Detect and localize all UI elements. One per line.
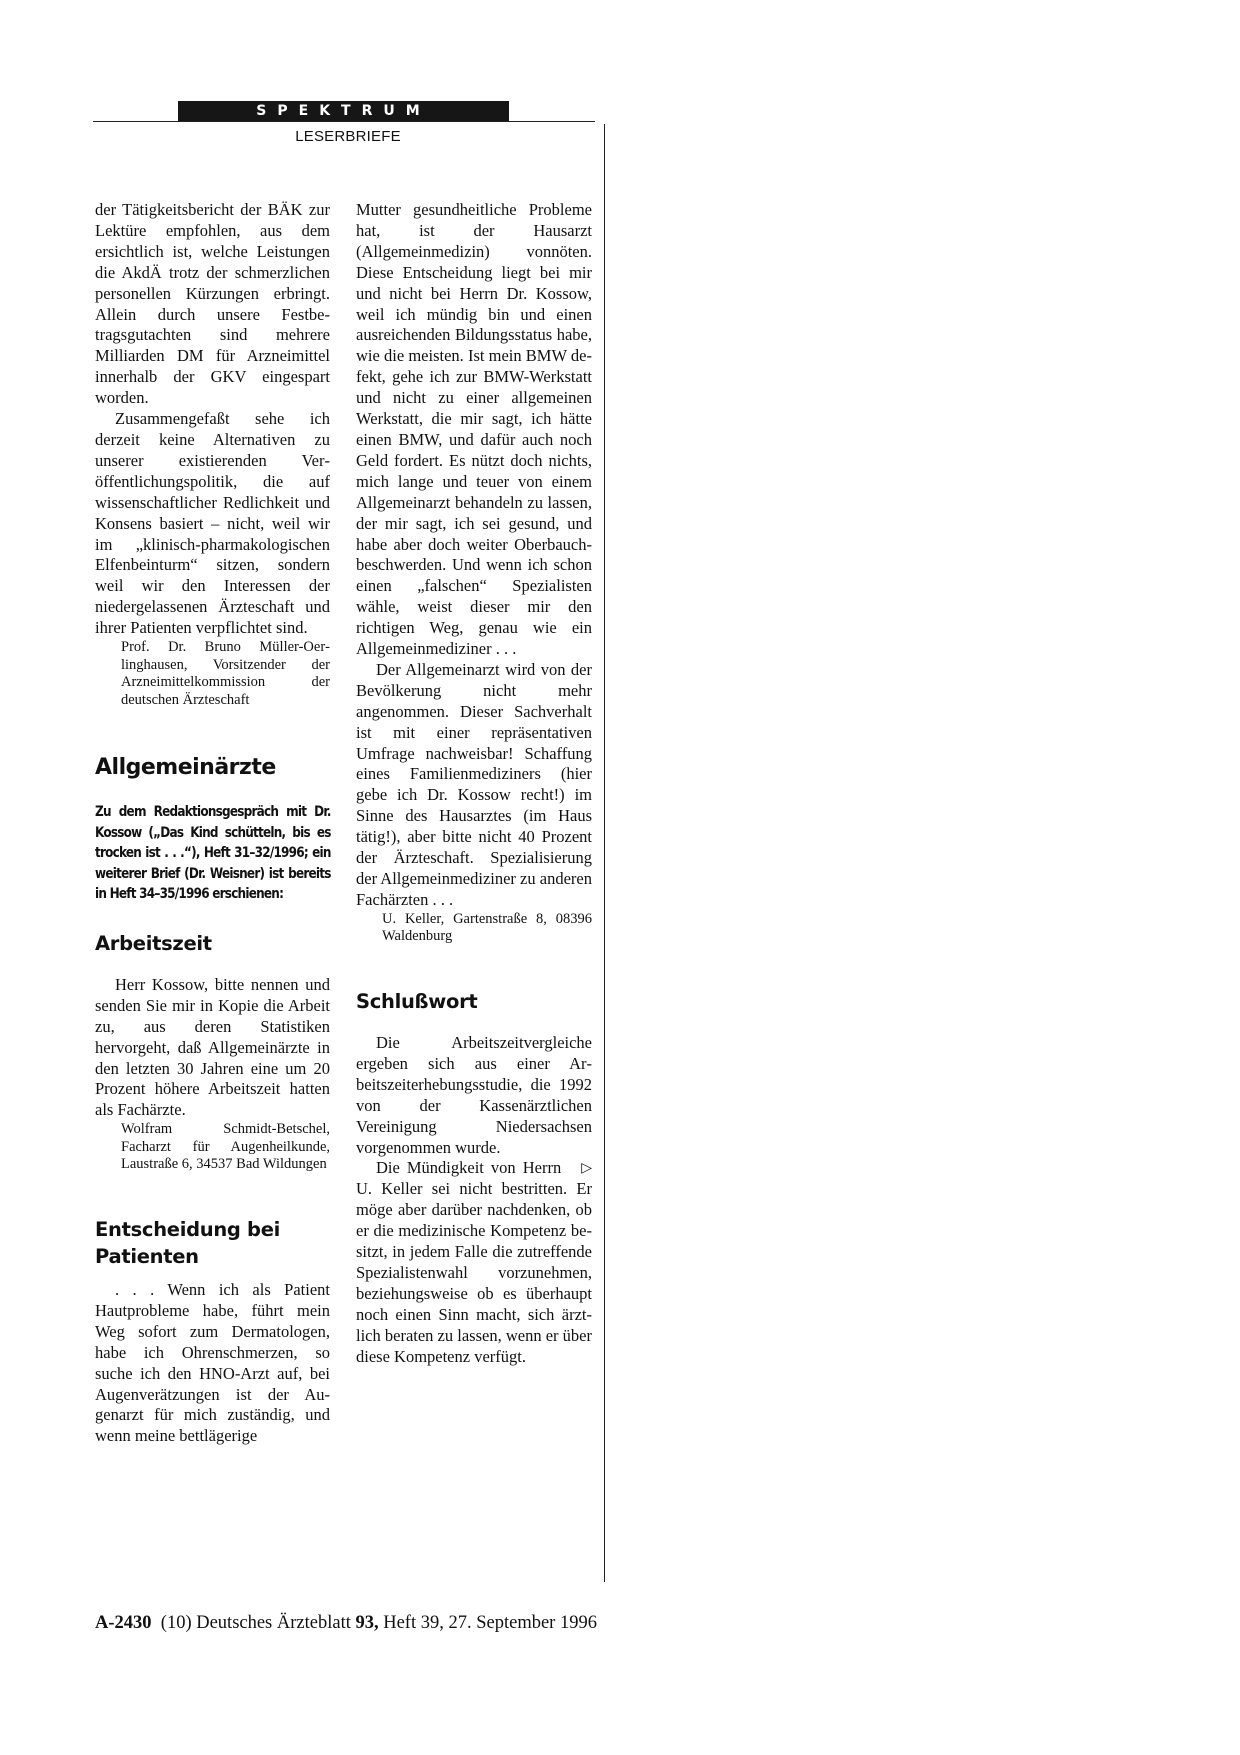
letter-paragraph: . . . Wenn ich als Patient Hautprobleme habe, führt mein Weg sofort zum Dermatologen, habe ich Ohrenschmerzen, so suche ich den HNO-Arzt auf, bei Augenverätzungen ist der Augenarzt für mich zuständig, und wenn meine bettlägerige (95, 1280, 330, 1446)
letter-paragraph: Der Allgemeinarzt wird von der Bevölkerung nicht mehr angenommen. Dieser Sachverhalt ist mit einer repräsentativen Umfrage nachweisbar! Schaffung eines Familienmediziners (hier gebe ich Dr. Kossow recht!) im Sinne des Hausarztes (im Haus tätig!), aber bitte nicht 40 Prozent der Ärzteschaft. Spezialisierung der Allgemeinmediziner zu anderen Fachärzten . . . (356, 659, 592, 909)
journal-issue: (10) Deutsches Ärzteblatt (160, 1613, 351, 1633)
letter-signature: Prof. Dr. Bruno Müller-Oerlinghausen, Vorsitzender der Arzneimittelkommission der deutschen Ärzteschaft (121, 639, 330, 708)
letter-paragraph (356, 1158, 592, 1367)
letter-heading: Schlußwort (356, 990, 478, 1013)
journal-date: Heft 39, 27. September 1996 (383, 1613, 597, 1633)
letter-paragraph-text: Die Mündigkeit von Herrn U. Keller sei nicht bestritten. Er möge aber darüber nachdenken, ob er die medizinische Kompetenz besitzt, in jedem Falle die zutreffende Spezialistenwahl vorzunehmen, beziehungsweise ob es überhaupt noch einen Sinn macht, sich ärztlich beraten zu lassen, wenn er über diese Kompetenz verfügt. (356, 1158, 592, 1366)
letter-paragraph: Mutter gesundheitliche Probleme hat, ist der Hausarzt (Allgemeinmedizin) vonnöten. Diese Entscheidung liegt bei mir und nicht bei Herrn Dr. Kossow, weil ich mündig bin und einen ausreichenden Bildungsstatus habe, wie die meisten. Ist mein BMW defekt, gehe ich zur BMW-Werkstatt und nicht zu einer allgemeinen Werkstatt, die mir sagt, ich hätte einen BMW, und dafür auch noch Geld fordert. Es nützt doch nichts, mich lange und teuer von einem Allgemeinarzt behandeln zu lassen, der mir sagt, ich sei gesund, und habe aber doch weiter Oberbauchbeschwerden. Und wenn ich schon einen „falschen“ Spezialisten wähle, weist dieser mir den richtigen Weg, genau wie ein Allgemeinmediziner . . . (356, 200, 592, 659)
letter-heading: Arbeitszeit (95, 931, 212, 955)
section-banner: SPEKTRUM (178, 101, 509, 122)
column-rule (604, 124, 605, 1582)
subsection-label: LESERBRIEFE (295, 128, 401, 145)
letter-paragraph: Die Arbeitszeitvergleiche ergeben sich aus einer Arbeitszeiterhebungsstudie, die 1992 von der Kassenärztlichen Vereinigung Niedersachsen vorgenommen wurde. (356, 1033, 592, 1157)
header-rule (93, 121, 595, 122)
letter-heading: Entscheidung bei Patienten (95, 1218, 281, 1269)
letter-signature: U. Keller, Gartenstraße 8, 08396 Waldenburg (382, 910, 592, 945)
page-footer (95, 1613, 597, 1634)
journal-volume: 93, (355, 1613, 379, 1633)
topic-heading: Allgemeinärzte (95, 755, 276, 781)
letter-paragraph: Herr Kossow, bitte nennen und senden Sie mir in Kopie die Arbeit zu, aus deren Statistiken hervorgeht, daß Allgemeinärzte in den letzten 30 Jahren eine um 20 Prozent höhere Arbeitszeit hatten als Fachärzte. (95, 974, 330, 1120)
column-left (95, 200, 330, 1447)
letter-paragraph: der Tätigkeitsbericht der BÄK zur Lektüre empfohlen, aus dem ersichtlich ist, welche Leistungen die AkdÄ trotz der schmerzlichen personellen Kürzungen erbringt. Allein durch unsere Festbetragsgutachten sind mehrere Milliarden DM für Arzneimittel innerhalb der GKV eingespart worden. (95, 200, 330, 408)
reference-note: Zu dem Redaktionsgespräch mit Dr. Kossow („Das Kind schütteln, bis es trocken ist . . .“), Heft 31–32/1996; ein weiterer Brief (Dr. Weisner) ist bereits in Heft 34–35/1996 erschienen: (95, 804, 331, 903)
letter-signature: Wolfram Schmidt-Betschel, Facharzt für Augenheilkunde, Laustraße 6, 34537 Bad Wildungen (121, 1121, 330, 1173)
reference-note-wrapper (95, 802, 330, 905)
page-number: A-2430 (95, 1613, 152, 1633)
column-right (356, 200, 592, 1368)
continue-arrow-icon: ▷ (581, 1160, 592, 1177)
letter-paragraph: Zusammengefaßt sehe ich derzeit keine Alternativen zu unserer existierenden Veröffentlichungspolitik, die auf wissenschaftlicher Redlichkeit und Konsens basiert – nicht, weil wir im „klinisch-pharmakologischen Elfenbeinturm“ sitzen, sondern weil wir den Interessen der niedergelassenen Ärzteschaft und ihrer Patienten verpflichtet sind. (95, 409, 330, 638)
